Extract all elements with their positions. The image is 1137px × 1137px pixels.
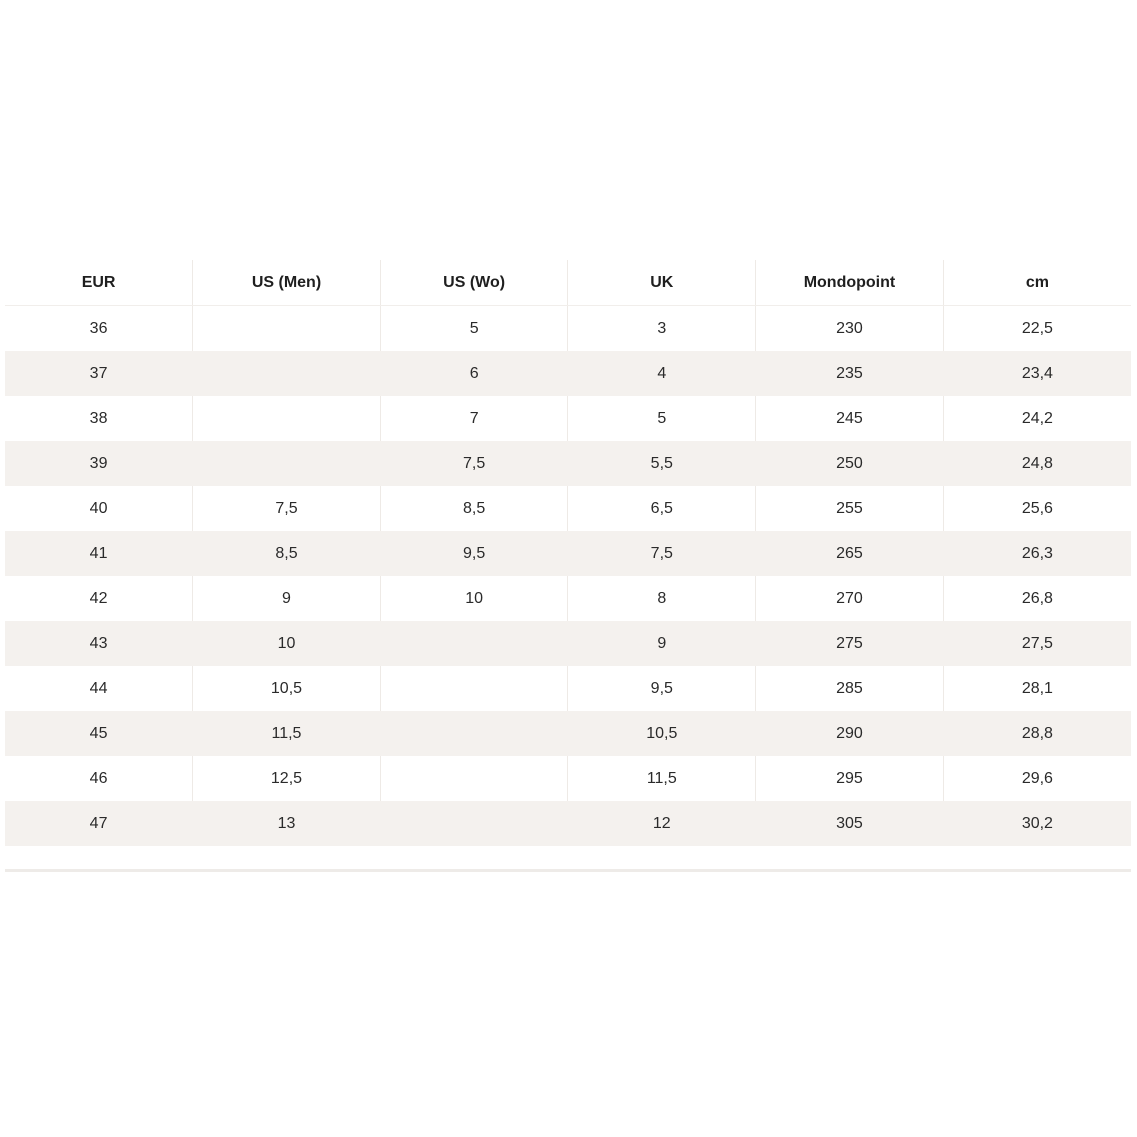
cell-us-women: 9,5	[380, 531, 568, 576]
cell-cm: 26,8	[943, 576, 1131, 621]
cell-us-men: 7,5	[193, 486, 381, 531]
cell-mondopoint: 230	[756, 306, 944, 352]
cell-us-men: 9	[193, 576, 381, 621]
cell-us-women: 8,5	[380, 486, 568, 531]
table-row	[5, 531, 1131, 576]
cell-eur: 41	[5, 531, 193, 576]
size-chart-table	[5, 260, 1131, 846]
table-row	[5, 801, 1131, 846]
cell-us-men: 11,5	[193, 711, 381, 756]
column-header-cm: cm	[943, 260, 1131, 306]
table-row	[5, 711, 1131, 756]
cell-us-men	[193, 441, 381, 486]
cell-mondopoint: 235	[756, 351, 944, 396]
column-header-uk: UK	[568, 260, 756, 306]
cell-us-women	[380, 756, 568, 801]
cell-us-men	[193, 396, 381, 441]
cell-us-men	[193, 351, 381, 396]
cell-eur: 46	[89, 769, 108, 787]
cell-eur: 38	[89, 409, 108, 427]
column-header-eur: EUR	[5, 260, 193, 306]
cell-mondopoint: 295	[756, 756, 944, 801]
cell-eur: 40	[89, 499, 108, 517]
cell-eur: 45	[5, 711, 193, 756]
cell-us-men: 10	[193, 621, 381, 666]
cell-mondopoint: 305	[756, 801, 944, 846]
bottom-divider	[5, 869, 1131, 872]
cell-uk: 9	[568, 621, 756, 666]
cell-us-women	[380, 711, 568, 756]
cell-mondopoint: 275	[756, 621, 944, 666]
column-header-us-men: US (Men)	[193, 260, 381, 306]
cell-eur: 47	[5, 801, 193, 846]
cell-cm: 24,2	[943, 396, 1131, 441]
cell-us-women: 10	[380, 576, 568, 621]
cell-mondopoint: 290	[756, 711, 944, 756]
cell-uk: 10,5	[568, 711, 756, 756]
table-row	[5, 576, 1131, 621]
table-body	[5, 306, 1131, 847]
table-row	[5, 621, 1131, 666]
cell-eur: 36	[89, 319, 108, 337]
cell-uk: 11,5	[568, 756, 756, 801]
cell-cm: 26,3	[943, 531, 1131, 576]
cell-uk: 5	[568, 396, 756, 441]
table-row	[5, 666, 1131, 711]
cell-eur: 44	[89, 679, 108, 697]
cell-mondopoint: 255	[756, 486, 944, 531]
cell-us-men: 8,5	[193, 531, 381, 576]
cell-us-women	[380, 801, 568, 846]
cell-us-women: 6	[380, 351, 568, 396]
cell-uk: 3	[568, 306, 756, 352]
cell-cm: 22,5	[943, 306, 1131, 352]
cell-us-women	[380, 666, 568, 711]
cell-us-men	[193, 306, 381, 352]
cell-cm: 29,6	[943, 756, 1131, 801]
cell-uk: 5,5	[568, 441, 756, 486]
cell-cm: 24,8	[943, 441, 1131, 486]
cell-eur: 39	[5, 441, 193, 486]
cell-us-men: 10,5	[193, 666, 381, 711]
column-header-mondopoint: Mondopoint	[756, 260, 944, 306]
table-row	[5, 441, 1131, 486]
cell-uk: 6,5	[568, 486, 756, 531]
cell-mondopoint: 265	[756, 531, 944, 576]
cell-mondopoint: 250	[756, 441, 944, 486]
header-row	[5, 260, 1131, 306]
cell-us-men: 12,5	[193, 756, 381, 801]
table-row	[5, 486, 1131, 531]
cell-cm: 28,8	[943, 711, 1131, 756]
table-row	[5, 306, 1131, 352]
table-header	[5, 260, 1131, 306]
table-row	[5, 756, 1131, 801]
cell-cm: 28,1	[943, 666, 1131, 711]
cell-us-women: 7	[380, 396, 568, 441]
cell-uk: 12	[568, 801, 756, 846]
table-row	[5, 396, 1131, 441]
cell-uk: 8	[568, 576, 756, 621]
cell-us-men: 13	[193, 801, 381, 846]
cell-mondopoint: 285	[756, 666, 944, 711]
table-row	[5, 351, 1131, 396]
cell-uk: 9,5	[568, 666, 756, 711]
cell-cm: 27,5	[943, 621, 1131, 666]
cell-us-women	[380, 621, 568, 666]
cell-cm: 25,6	[943, 486, 1131, 531]
cell-cm: 23,4	[943, 351, 1131, 396]
cell-mondopoint: 245	[756, 396, 944, 441]
cell-uk: 4	[568, 351, 756, 396]
cell-eur: 43	[5, 621, 193, 666]
cell-us-women: 5	[380, 306, 568, 352]
cell-cm: 30,2	[943, 801, 1131, 846]
cell-us-women: 7,5	[380, 441, 568, 486]
cell-uk: 7,5	[568, 531, 756, 576]
column-header-us-women: US (Wo)	[380, 260, 568, 306]
cell-eur: 42	[89, 589, 108, 607]
cell-mondopoint: 270	[756, 576, 944, 621]
cell-eur: 37	[5, 351, 193, 396]
